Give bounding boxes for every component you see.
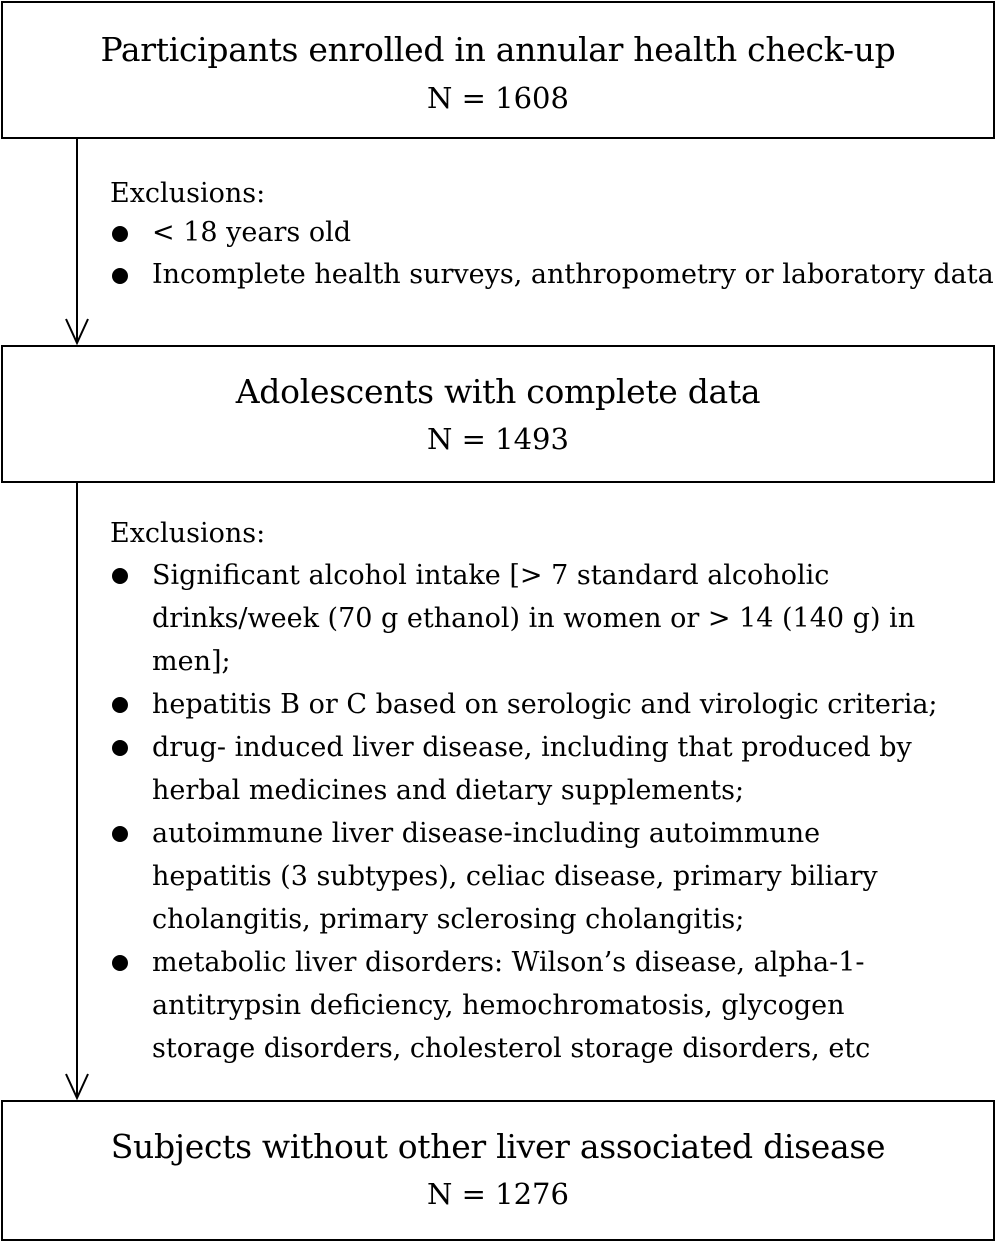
bullet-icon <box>112 268 128 284</box>
bullet-icon <box>112 955 128 971</box>
exclusion-item <box>110 941 940 1070</box>
exclusion-text: Incomplete health surveys, anthropometry or laboratory data <box>152 259 994 290</box>
exclusion-text: autoimmune liver disease-including autoimmune hepatitis (3 subtypes), celiac disease, primary biliary cholangitis, primary sclerosing cholangitis; <box>152 818 878 935</box>
final-subjects-count: N = 1276 <box>427 1177 569 1211</box>
exclusion-item <box>110 554 940 683</box>
exclusion-text: Significant alcohol intake [> 7 standard alcoholic drinks/week (70 g ethanol) in women or > 14 (140 g) in men]; <box>152 560 916 677</box>
bullet-icon <box>112 740 128 756</box>
exclusion-item <box>110 726 940 812</box>
complete-data-title: Adolescents with complete data <box>235 372 761 411</box>
enrolled-participants-title: Participants enrolled in annular health check-up <box>100 30 896 69</box>
bullet-icon <box>112 568 128 584</box>
enrolled-participants-count: N = 1608 <box>427 81 569 115</box>
exclusion-item <box>110 212 1000 254</box>
bullet-icon <box>112 826 128 842</box>
bullet-icon <box>112 226 128 242</box>
exclusion-text: < 18 years old <box>152 217 351 248</box>
flow-arrow-2 <box>62 483 92 1100</box>
exclusion-text: hepatitis B or C based on serologic and virologic criteria; <box>152 689 938 720</box>
complete-data-count: N = 1493 <box>427 422 569 456</box>
exclusion-text: drug- induced liver disease, including that produced by herbal medicines and dietary supplements; <box>152 732 912 806</box>
final-subjects-box <box>1 1100 995 1241</box>
bullet-icon <box>112 697 128 713</box>
exclusions-list-1 <box>110 176 1000 296</box>
exclusion-item <box>110 812 940 941</box>
exclusion-item <box>110 683 940 726</box>
exclusions-list-2 <box>110 516 1000 1070</box>
exclusion-text: metabolic liver disorders: Wilson’s disease, alpha-1-antitrypsin deficiency, hemochromatosis, glycogen storage disorders, cholesterol storage disorders, etc <box>152 947 871 1064</box>
exclusions-heading: Exclusions: <box>110 518 266 549</box>
final-subjects-title: Subjects without other liver associated disease <box>110 1127 886 1166</box>
exclusion-item <box>110 254 1000 296</box>
complete-data-box <box>1 345 995 483</box>
exclusions-heading: Exclusions: <box>110 178 266 209</box>
flow-arrow-1 <box>62 139 92 345</box>
enrolled-participants-box <box>1 1 995 139</box>
